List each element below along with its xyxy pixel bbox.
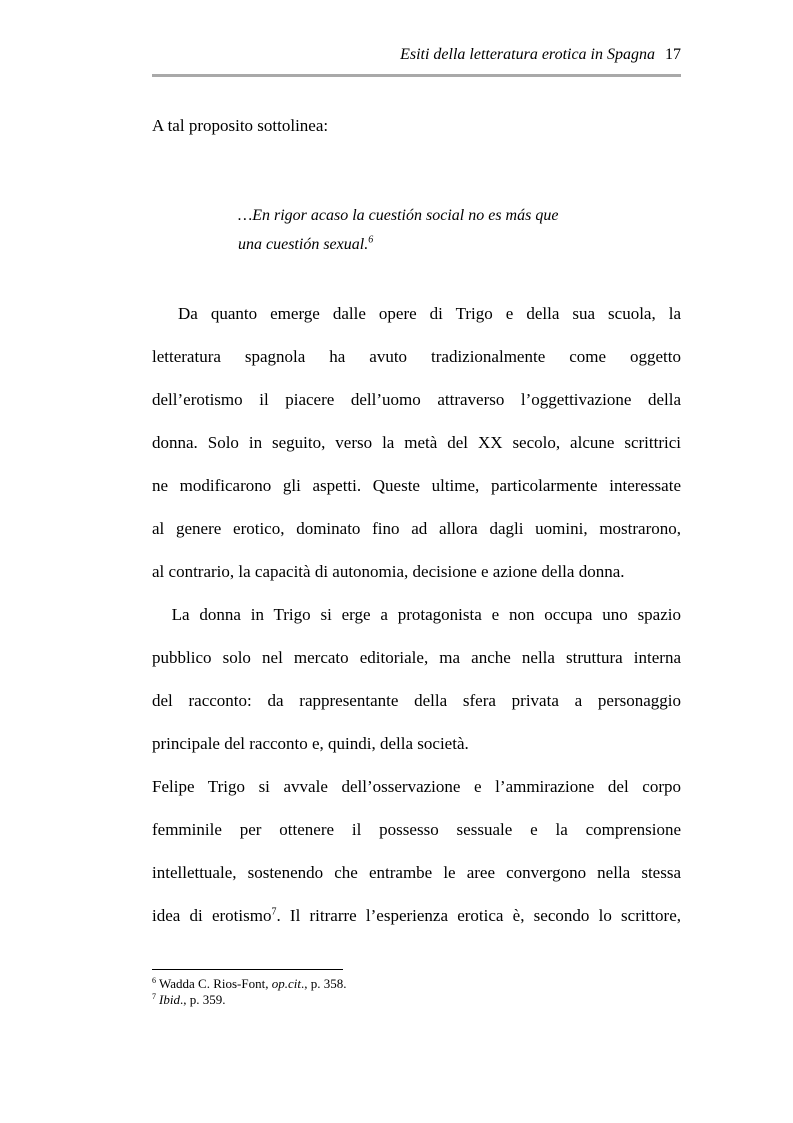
intro-sentence: A tal proposito sottolinea:	[152, 116, 329, 135]
body-line: al contrario, la capacità di autonomia, decisione e azione della donna.	[152, 562, 625, 581]
body-line-last	[152, 902, 681, 945]
body-line: letteratura spagnola ha avuto tradizionalmente come oggetto	[152, 347, 681, 366]
footnote-text-end: ., p. 358.	[300, 976, 347, 991]
block-quote	[238, 201, 558, 259]
footnote-italic: Ibid	[159, 992, 180, 1007]
body-last-before: idea di erotismo	[152, 906, 272, 925]
running-header-title: Esiti della letteratura erotica in Spagna	[400, 46, 655, 63]
body-line: pubblico solo nel mercato editoriale, ma anche nella struttura interna	[152, 648, 681, 667]
quote-line-2	[238, 230, 558, 259]
body-line: principale del racconto e, quindi, della società.	[152, 734, 469, 753]
footnote-rule	[152, 969, 343, 970]
running-header	[152, 46, 681, 68]
footnote-italic: op.cit	[271, 976, 301, 991]
quote-line-1: …En rigor acaso la cuestión social no es más que	[238, 207, 559, 224]
footnote-text-end: ., p. 359.	[179, 992, 226, 1007]
body-line: femminile per ottenere il possesso sessuale e la comprensione	[152, 820, 681, 839]
quote-line-2-text: una cuestión sexual.	[238, 236, 369, 253]
body-last-after: . Il ritrarre l’esperienza erotica è, secondo lo scrittore,	[276, 906, 681, 925]
footnote-7	[152, 992, 346, 1008]
header-rule	[152, 74, 681, 77]
footnote-ref-7: 7	[271, 906, 277, 918]
footnote-ref-6: 6	[368, 234, 374, 246]
body-line: Felipe Trigo si avvale dell’osservazione e l’ammirazione del corpo	[152, 777, 681, 796]
body-text	[152, 300, 681, 945]
footnote-text: Wadda C. Rios-Font,	[159, 976, 272, 991]
body-line: dell’erotismo il piacere dell’uomo attraverso l’oggettivazione della	[152, 390, 681, 409]
body-line: al genere erotico, dominato fino ad allora dagli uomini, mostrarono,	[152, 519, 681, 538]
body-line: Da quanto emerge dalle opere di Trigo e della sua scuola, la	[152, 304, 681, 323]
body-line: ne modificarono gli aspetti. Queste ultime, particolarmente interessate	[152, 476, 681, 495]
footnotes	[152, 976, 346, 1008]
page-number: 17	[665, 46, 681, 63]
body-line: donna. Solo in seguito, verso la metà del XX secolo, alcune scrittrici	[152, 433, 681, 452]
body-line: del racconto: da rappresentante della sfera privata a personaggio	[152, 691, 681, 710]
body-line: La donna in Trigo si erge a protagonista e non occupa uno spazio	[152, 605, 681, 624]
footnote-mark: 6	[152, 975, 156, 985]
footnote-mark: 7	[152, 991, 156, 1001]
footnote-6	[152, 976, 346, 992]
body-line: intellettuale, sostenendo che entrambe le aree convergono nella stessa	[152, 863, 681, 882]
